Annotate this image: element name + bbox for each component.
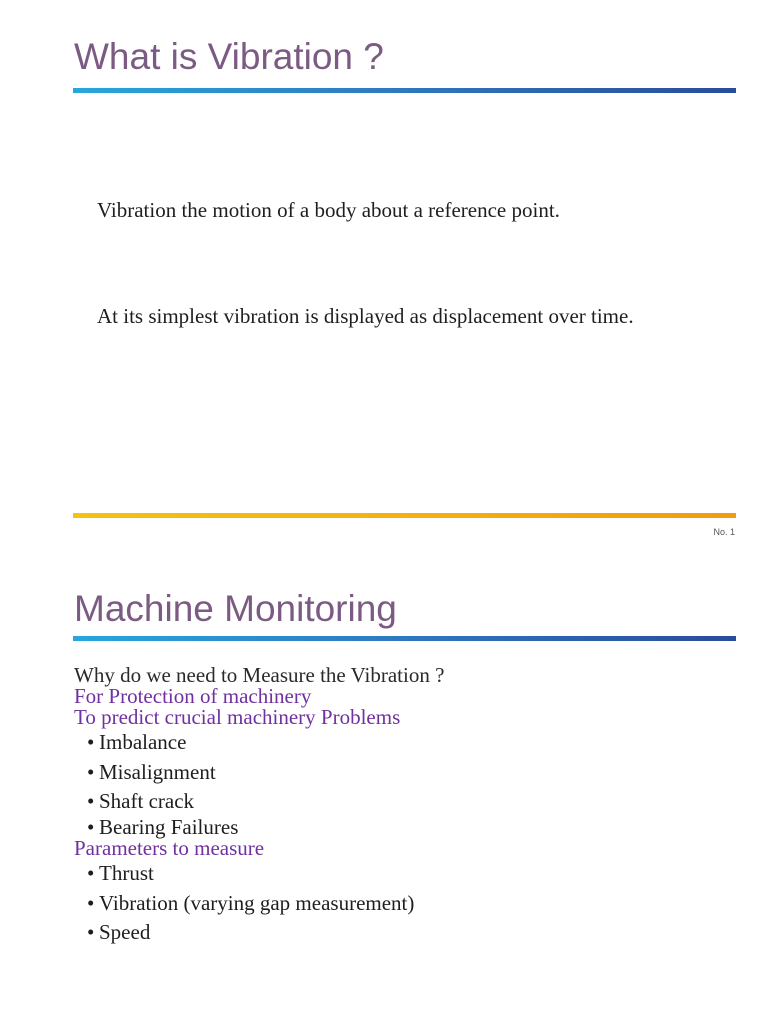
slide-content [74, 665, 734, 948]
title-divider [73, 636, 736, 641]
bullet-icon: • [87, 920, 95, 945]
list-item-label: Misalignment [99, 759, 216, 784]
bullet-icon: • [87, 815, 95, 840]
title-divider [73, 88, 736, 93]
slide-number: No. 1 [713, 527, 735, 537]
parameter-list [74, 859, 734, 948]
bullet-icon: • [87, 789, 95, 814]
list-item [87, 918, 734, 948]
list-item-label: Shaft crack [99, 789, 195, 814]
intro-question: Why do we need to Measure the Vibration ? [74, 663, 445, 687]
bullet-icon: • [87, 730, 95, 754]
description-text: At its simplest vibration is displayed as displacement over time. [97, 304, 634, 328]
list-item-label: Thrust [99, 861, 154, 886]
slide-title: What is Vibration ? [74, 36, 384, 77]
section-heading: For Protection of machinery [74, 684, 312, 708]
list-item [87, 817, 734, 838]
list-item-label: Speed [99, 920, 151, 945]
list-item-label: Imbalance [99, 730, 187, 754]
definition-text: Vibration the motion of a body about a reference point. [97, 198, 560, 222]
list-item [87, 889, 734, 919]
section-heading: To predict crucial machinery Problems [74, 705, 401, 729]
footer-divider [73, 513, 736, 518]
section-heading: Parameters to measure [74, 836, 265, 861]
list-item [87, 859, 734, 889]
list-item-label: Vibration (varying gap measurement) [99, 890, 415, 915]
list-item [87, 728, 734, 758]
bullet-icon: • [87, 890, 95, 915]
problem-list [74, 728, 734, 838]
list-item [87, 758, 734, 788]
bullet-icon: • [87, 759, 95, 784]
list-item-label: Bearing Failures [99, 815, 239, 840]
bullet-icon: • [87, 861, 95, 886]
list-item [87, 787, 734, 817]
slide-title: Machine Monitoring [74, 588, 397, 629]
